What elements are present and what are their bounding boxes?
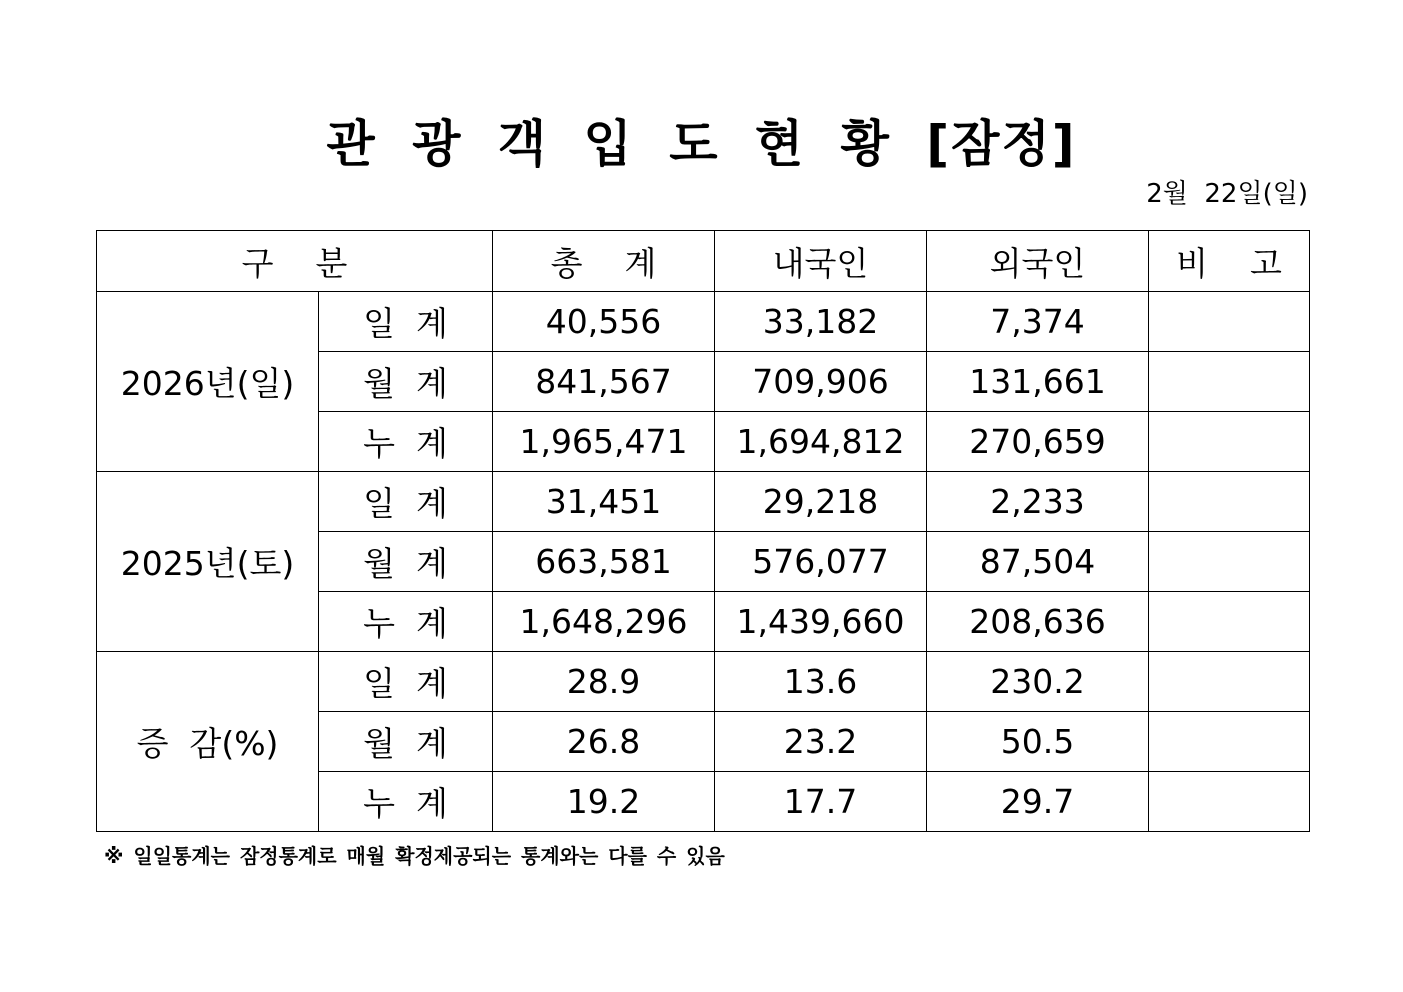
group-label-2025: 2025년(토) [97, 472, 319, 652]
row-type: 월 계 [319, 712, 493, 772]
cell-remarks [1149, 352, 1310, 412]
cell-remarks [1149, 652, 1310, 712]
table-row [97, 652, 1310, 712]
group-label-2026: 2026년(일) [97, 292, 319, 472]
cell-foreign: 2,233 [927, 472, 1149, 532]
row-type: 일 계 [319, 292, 493, 352]
cell-total: 1,648,296 [493, 592, 715, 652]
row-type: 누 계 [319, 772, 493, 832]
cell-foreign: 131,661 [927, 352, 1149, 412]
cell-domestic: 23.2 [715, 712, 927, 772]
cell-domestic: 1,694,812 [715, 412, 927, 472]
cell-foreign: 270,659 [927, 412, 1149, 472]
cell-foreign: 208,636 [927, 592, 1149, 652]
table-header-row [97, 231, 1310, 292]
header-category: 구 분 [97, 231, 493, 292]
report-date: 2월 22일(일) [1146, 179, 1308, 209]
header-domestic: 내국인 [715, 231, 927, 292]
cell-foreign: 50.5 [927, 712, 1149, 772]
cell-foreign: 230.2 [927, 652, 1149, 712]
row-type: 누 계 [319, 412, 493, 472]
row-type: 일 계 [319, 472, 493, 532]
header-total: 총 계 [493, 231, 715, 292]
cell-remarks [1149, 592, 1310, 652]
cell-total: 26.8 [493, 712, 715, 772]
footnote: ※ 일일통계는 잠정통계로 매월 확정제공되는 통계와는 다를 수 있음 [104, 844, 725, 868]
cell-total: 40,556 [493, 292, 715, 352]
header-remarks: 비 고 [1149, 231, 1310, 292]
cell-foreign: 87,504 [927, 532, 1149, 592]
cell-remarks [1149, 472, 1310, 532]
cell-domestic: 13.6 [715, 652, 927, 712]
cell-domestic: 709,906 [715, 352, 927, 412]
cell-remarks [1149, 412, 1310, 472]
cell-domestic: 576,077 [715, 532, 927, 592]
page-title: 관 광 객 입 도 현 황 [잠정] [326, 115, 1077, 173]
cell-remarks [1149, 532, 1310, 592]
cell-domestic: 29,218 [715, 472, 927, 532]
group-label-change: 증 감(%) [97, 652, 319, 832]
cell-remarks [1149, 292, 1310, 352]
cell-domestic: 1,439,660 [715, 592, 927, 652]
cell-total: 841,567 [493, 352, 715, 412]
cell-total: 28.9 [493, 652, 715, 712]
cell-remarks [1149, 772, 1310, 832]
row-type: 일 계 [319, 652, 493, 712]
cell-total: 19.2 [493, 772, 715, 832]
tourist-arrivals-table [96, 230, 1310, 832]
row-type: 월 계 [319, 352, 493, 412]
cell-remarks [1149, 712, 1310, 772]
cell-domestic: 33,182 [715, 292, 927, 352]
header-foreign: 외국인 [927, 231, 1149, 292]
cell-foreign: 29.7 [927, 772, 1149, 832]
table-row [97, 292, 1310, 352]
table-row [97, 472, 1310, 532]
row-type: 누 계 [319, 592, 493, 652]
row-type: 월 계 [319, 532, 493, 592]
cell-total: 663,581 [493, 532, 715, 592]
cell-domestic: 17.7 [715, 772, 927, 832]
cell-total: 31,451 [493, 472, 715, 532]
cell-foreign: 7,374 [927, 292, 1149, 352]
cell-total: 1,965,471 [493, 412, 715, 472]
